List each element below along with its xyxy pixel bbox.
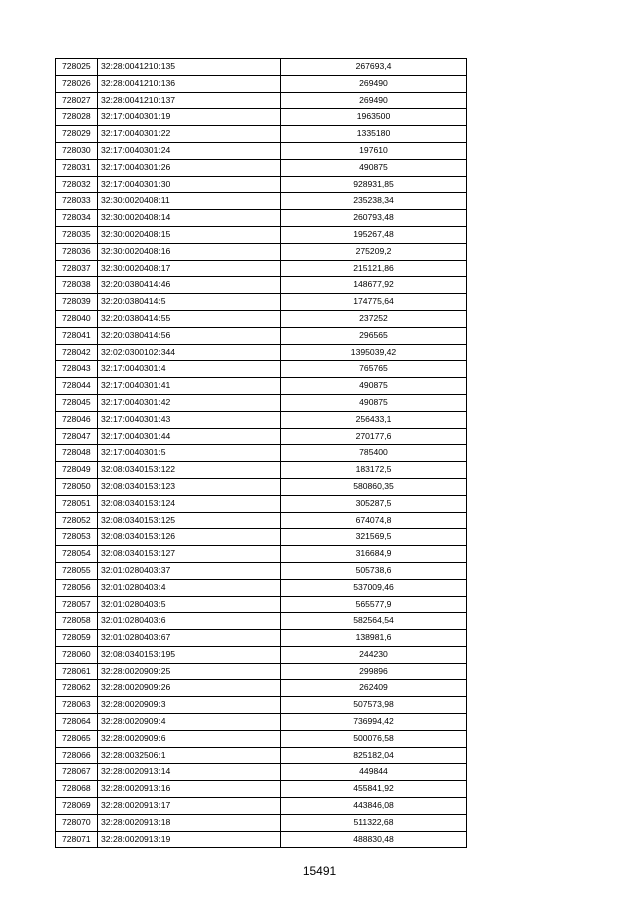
table-row — [56, 210, 467, 227]
value-cell: 321569,5 — [281, 529, 467, 546]
cadastral-number-cell: 32:28:0041210:135 — [98, 59, 281, 76]
value-cell: 267693,4 — [281, 59, 467, 76]
cadastral-number-cell: 32:30:0020408:15 — [98, 226, 281, 243]
value-cell: 1963500 — [281, 109, 467, 126]
table-row — [56, 730, 467, 747]
value-cell: 269490 — [281, 92, 467, 109]
table-row — [56, 59, 467, 76]
cadastral-number-cell: 32:17:0040301:44 — [98, 428, 281, 445]
value-cell: 256433,1 — [281, 411, 467, 428]
cadastral-number-cell: 32:28:0020909:4 — [98, 714, 281, 731]
row-id-cell: 728039 — [56, 294, 98, 311]
row-id-cell: 728048 — [56, 445, 98, 462]
row-id-cell: 728036 — [56, 243, 98, 260]
cadastral-number-cell: 32:28:0020913:14 — [98, 764, 281, 781]
table-row — [56, 428, 467, 445]
cadastral-number-cell: 32:08:0340153:125 — [98, 512, 281, 529]
row-id-cell: 728070 — [56, 814, 98, 831]
cadastral-number-cell: 32:20:0380414:56 — [98, 327, 281, 344]
cadastral-number-cell: 32:08:0340153:124 — [98, 495, 281, 512]
cadastral-number-cell: 32:08:0340153:127 — [98, 546, 281, 563]
row-id-cell: 728041 — [56, 327, 98, 344]
table-row — [56, 781, 467, 798]
row-id-cell: 728033 — [56, 193, 98, 210]
row-id-cell: 728069 — [56, 798, 98, 815]
cadastral-number-cell: 32:20:0380414:46 — [98, 277, 281, 294]
cadastral-number-cell: 32:17:0040301:4 — [98, 361, 281, 378]
cadastral-number-cell: 32:01:0280403:67 — [98, 630, 281, 647]
value-cell: 305287,5 — [281, 495, 467, 512]
row-id-cell: 728051 — [56, 495, 98, 512]
row-id-cell: 728028 — [56, 109, 98, 126]
value-cell: 449844 — [281, 764, 467, 781]
value-cell: 296565 — [281, 327, 467, 344]
value-cell: 736994,42 — [281, 714, 467, 731]
value-cell: 148677,92 — [281, 277, 467, 294]
table-row — [56, 831, 467, 848]
cadastral-number-cell: 32:28:0020913:16 — [98, 781, 281, 798]
table-row — [56, 361, 467, 378]
row-id-cell: 728071 — [56, 831, 98, 848]
table-row — [56, 310, 467, 327]
cadastral-number-cell: 32:30:0020408:14 — [98, 210, 281, 227]
table-row — [56, 378, 467, 395]
table-row — [56, 92, 467, 109]
cadastral-number-cell: 32:17:0040301:41 — [98, 378, 281, 395]
cadastral-number-cell: 32:17:0040301:19 — [98, 109, 281, 126]
value-cell: 260793,48 — [281, 210, 467, 227]
cadastral-number-cell: 32:28:0041210:137 — [98, 92, 281, 109]
row-id-cell: 728037 — [56, 260, 98, 277]
cadastral-number-cell: 32:01:0280403:6 — [98, 613, 281, 630]
cadastral-number-cell: 32:02:0300102:344 — [98, 344, 281, 361]
value-cell: 1395039,42 — [281, 344, 467, 361]
cadastral-number-cell: 32:28:0020909:3 — [98, 697, 281, 714]
row-id-cell: 728030 — [56, 142, 98, 159]
table-row — [56, 394, 467, 411]
table-row — [56, 596, 467, 613]
table-row — [56, 294, 467, 311]
table-row — [56, 512, 467, 529]
value-cell: 244230 — [281, 646, 467, 663]
table-row — [56, 630, 467, 647]
value-cell: 316684,9 — [281, 546, 467, 563]
row-id-cell: 728043 — [56, 361, 98, 378]
row-id-cell: 728057 — [56, 596, 98, 613]
value-cell: 174775,64 — [281, 294, 467, 311]
value-cell: 215121,86 — [281, 260, 467, 277]
table-row — [56, 226, 467, 243]
cadastral-number-cell: 32:01:0280403:4 — [98, 579, 281, 596]
value-cell: 490875 — [281, 394, 467, 411]
cadastral-number-cell: 32:20:0380414:5 — [98, 294, 281, 311]
value-cell: 455841,92 — [281, 781, 467, 798]
row-id-cell: 728058 — [56, 613, 98, 630]
row-id-cell: 728062 — [56, 680, 98, 697]
row-id-cell: 728029 — [56, 126, 98, 143]
value-cell: 195267,48 — [281, 226, 467, 243]
table-row — [56, 75, 467, 92]
cadastral-number-cell: 32:17:0040301:26 — [98, 159, 281, 176]
value-cell: 785400 — [281, 445, 467, 462]
value-cell: 582564,54 — [281, 613, 467, 630]
value-cell: 270177,6 — [281, 428, 467, 445]
table-row — [56, 579, 467, 596]
table-row — [56, 697, 467, 714]
row-id-cell: 728060 — [56, 646, 98, 663]
value-cell: 507573,98 — [281, 697, 467, 714]
row-id-cell: 728026 — [56, 75, 98, 92]
value-cell: 490875 — [281, 378, 467, 395]
cadastral-number-cell: 32:30:0020408:16 — [98, 243, 281, 260]
data-table — [55, 58, 467, 848]
table-row — [56, 327, 467, 344]
row-id-cell: 728055 — [56, 562, 98, 579]
cadastral-number-cell: 32:17:0040301:5 — [98, 445, 281, 462]
row-id-cell: 728046 — [56, 411, 98, 428]
cadastral-number-cell: 32:30:0020408:11 — [98, 193, 281, 210]
value-cell: 237252 — [281, 310, 467, 327]
value-cell: 500076,58 — [281, 730, 467, 747]
value-cell: 511322,68 — [281, 814, 467, 831]
table-row — [56, 344, 467, 361]
table-row — [56, 159, 467, 176]
table-row — [56, 109, 467, 126]
cadastral-number-cell: 32:28:0020913:17 — [98, 798, 281, 815]
cadastral-number-cell: 32:28:0020909:25 — [98, 663, 281, 680]
value-cell: 269490 — [281, 75, 467, 92]
row-id-cell: 728035 — [56, 226, 98, 243]
cadastral-number-cell: 32:20:0380414:55 — [98, 310, 281, 327]
row-id-cell: 728050 — [56, 478, 98, 495]
value-cell: 537009,46 — [281, 579, 467, 596]
row-id-cell: 728042 — [56, 344, 98, 361]
row-id-cell: 728031 — [56, 159, 98, 176]
cadastral-number-cell: 32:17:0040301:30 — [98, 176, 281, 193]
table-row — [56, 798, 467, 815]
cadastral-number-cell: 32:08:0340153:126 — [98, 529, 281, 546]
cadastral-number-cell: 32:28:0020913:18 — [98, 814, 281, 831]
row-id-cell: 728038 — [56, 277, 98, 294]
table-row — [56, 243, 467, 260]
cadastral-number-cell: 32:28:0041210:136 — [98, 75, 281, 92]
table-row — [56, 277, 467, 294]
cadastral-number-cell: 32:01:0280403:5 — [98, 596, 281, 613]
row-id-cell: 728040 — [56, 310, 98, 327]
value-cell: 580860,35 — [281, 478, 467, 495]
row-id-cell: 728025 — [56, 59, 98, 76]
row-id-cell: 728052 — [56, 512, 98, 529]
table-row — [56, 646, 467, 663]
table-row — [56, 126, 467, 143]
value-cell: 488830,48 — [281, 831, 467, 848]
cadastral-number-cell: 32:30:0020408:17 — [98, 260, 281, 277]
row-id-cell: 728068 — [56, 781, 98, 798]
row-id-cell: 728032 — [56, 176, 98, 193]
row-id-cell: 728027 — [56, 92, 98, 109]
row-id-cell: 728056 — [56, 579, 98, 596]
cadastral-number-cell: 32:28:0020909:26 — [98, 680, 281, 697]
value-cell: 299896 — [281, 663, 467, 680]
cadastral-number-cell: 32:08:0340153:123 — [98, 478, 281, 495]
value-cell: 674074,8 — [281, 512, 467, 529]
table-row — [56, 529, 467, 546]
table-row — [56, 260, 467, 277]
value-cell: 928931,85 — [281, 176, 467, 193]
value-cell: 183172,5 — [281, 462, 467, 479]
row-id-cell: 728053 — [56, 529, 98, 546]
row-id-cell: 728034 — [56, 210, 98, 227]
cadastral-number-cell: 32:08:0340153:122 — [98, 462, 281, 479]
table-row — [56, 411, 467, 428]
row-id-cell: 728065 — [56, 730, 98, 747]
value-cell: 765765 — [281, 361, 467, 378]
table-row — [56, 546, 467, 563]
value-cell: 505738,6 — [281, 562, 467, 579]
value-cell: 443846,08 — [281, 798, 467, 815]
value-cell: 235238,34 — [281, 193, 467, 210]
table-row — [56, 176, 467, 193]
value-cell: 1335180 — [281, 126, 467, 143]
table-row — [56, 714, 467, 731]
table-row — [56, 462, 467, 479]
row-id-cell: 728059 — [56, 630, 98, 647]
table-row — [56, 495, 467, 512]
cadastral-number-cell: 32:28:0020909:6 — [98, 730, 281, 747]
row-id-cell: 728045 — [56, 394, 98, 411]
table-row — [56, 680, 467, 697]
cadastral-number-cell: 32:17:0040301:42 — [98, 394, 281, 411]
row-id-cell: 728054 — [56, 546, 98, 563]
cadastral-number-cell: 32:17:0040301:43 — [98, 411, 281, 428]
value-cell: 565577,9 — [281, 596, 467, 613]
row-id-cell: 728047 — [56, 428, 98, 445]
value-cell: 262409 — [281, 680, 467, 697]
table-row — [56, 764, 467, 781]
table-row — [56, 814, 467, 831]
cadastral-number-cell: 32:28:0032506:1 — [98, 747, 281, 764]
row-id-cell: 728066 — [56, 747, 98, 764]
row-id-cell: 728044 — [56, 378, 98, 395]
value-cell: 275209,2 — [281, 243, 467, 260]
table-row — [56, 747, 467, 764]
value-cell: 197610 — [281, 142, 467, 159]
page-number: 15491 — [302, 864, 337, 878]
row-id-cell: 728063 — [56, 697, 98, 714]
cadastral-number-cell: 32:01:0280403:37 — [98, 562, 281, 579]
value-cell: 825182,04 — [281, 747, 467, 764]
value-cell: 138981,6 — [281, 630, 467, 647]
cadastral-number-cell: 32:08:0340153:195 — [98, 646, 281, 663]
table-row — [56, 478, 467, 495]
row-id-cell: 728067 — [56, 764, 98, 781]
table-row — [56, 613, 467, 630]
cadastral-number-cell: 32:17:0040301:22 — [98, 126, 281, 143]
table-row — [56, 562, 467, 579]
table-row — [56, 445, 467, 462]
table-body — [56, 59, 467, 848]
row-id-cell: 728064 — [56, 714, 98, 731]
table-row — [56, 193, 467, 210]
value-cell: 490875 — [281, 159, 467, 176]
table-row — [56, 142, 467, 159]
cadastral-number-cell: 32:17:0040301:24 — [98, 142, 281, 159]
cadastral-number-cell: 32:28:0020913:19 — [98, 831, 281, 848]
table-row — [56, 663, 467, 680]
row-id-cell: 728061 — [56, 663, 98, 680]
row-id-cell: 728049 — [56, 462, 98, 479]
